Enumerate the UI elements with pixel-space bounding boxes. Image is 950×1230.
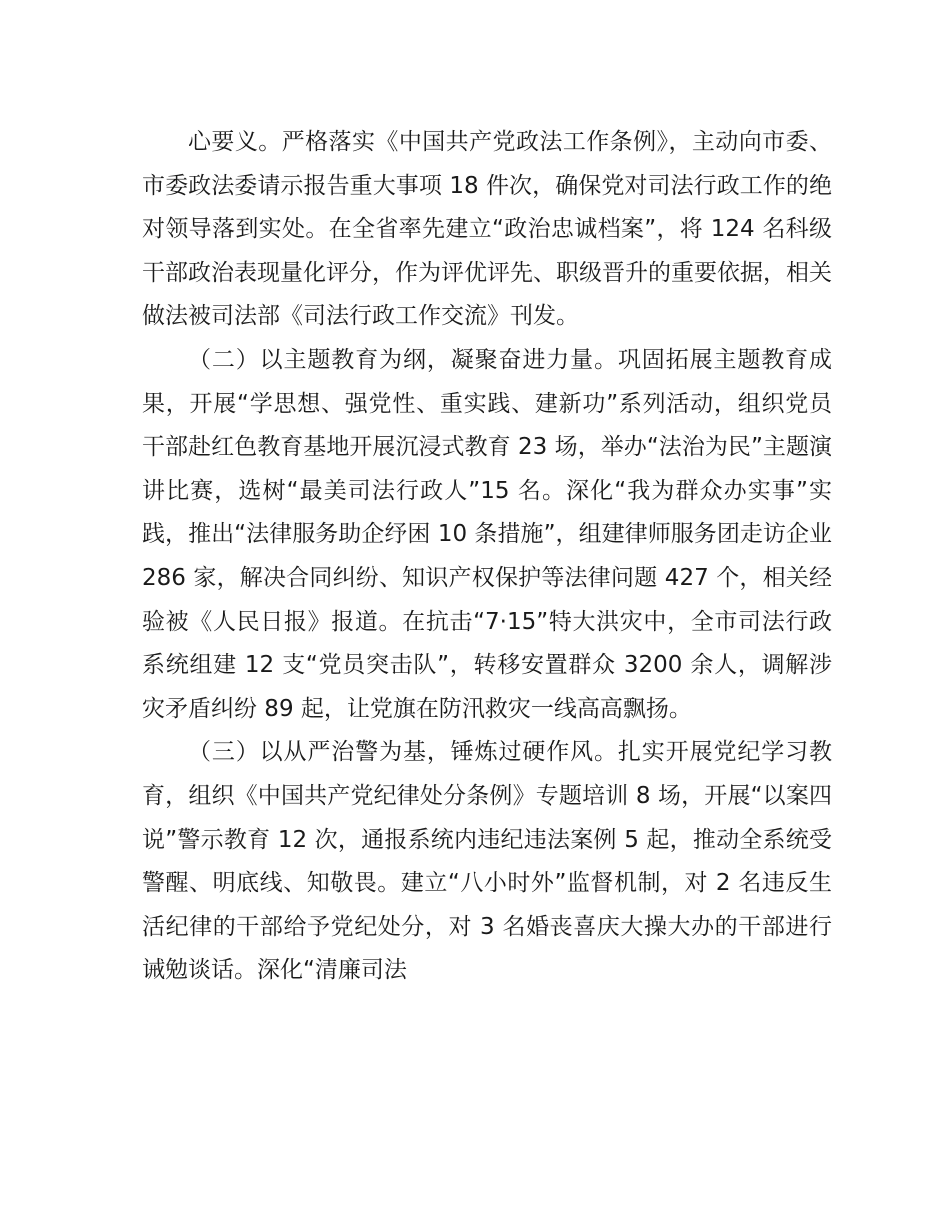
document-body xyxy=(142,121,832,993)
paragraph-political-loyalty: 心要义。严格落实《中国共产党政法工作条例》，主动向市委、市委政法委请示报告重大事项 18 件次，确保党对司法行政工作的绝对领导落到实处。在全省率先建立“政治忠诚档案”，将 124 名科级干部政治表现量化评分，作为评优评先、职级晋升的重要依据，相关做法被司法部《司法行政工作交流》刊发。 xyxy=(142,129,832,330)
paragraph-strict-governance: （三）以从严治警为基，锤炼过硬作风。扎实开展党纪学习教育，组织《中国共产党纪律处分条例》专题培训 8 场，开展“以案四说”警示教育 12 次，通报系统内违纪违法案例 5 起，推动全系统受警醒、明底线、知敬畏。建立“八小时外”监督机制，对 2 名违反生活纪律的干部给予党纪处分，对 3 名婚丧喜庆大操大办的干部进行诫勉谈话。深化“清廉司法 xyxy=(142,739,832,984)
paragraph-theme-education: （二）以主题教育为纲，凝聚奋进力量。巩固拓展主题教育成果，开展“学思想、强党性、重实践、建新功”系列活动，组织党员干部赴红色教育基地开展沉浸式教育 23 场，举办“法治为民”主题演讲比赛，选树“最美司法行政人”15 名。深化“我为群众办实事”实践，推出“法律服务助企纾困 10 条措施”，组建律师服务团走访企业 286 家，解决合同纠纷、知识产权保护等法律问题 427 个，相关经验被《人民日报》报道。在抗击“7·15”特大洪灾中，全市司法行政系统组建 12 支“党员突击队”，转移安置群众 3200 余人，调解涉灾矛盾纠纷 89 起，让党旗在防汛救灾一线高高飘扬。 xyxy=(142,346,832,722)
